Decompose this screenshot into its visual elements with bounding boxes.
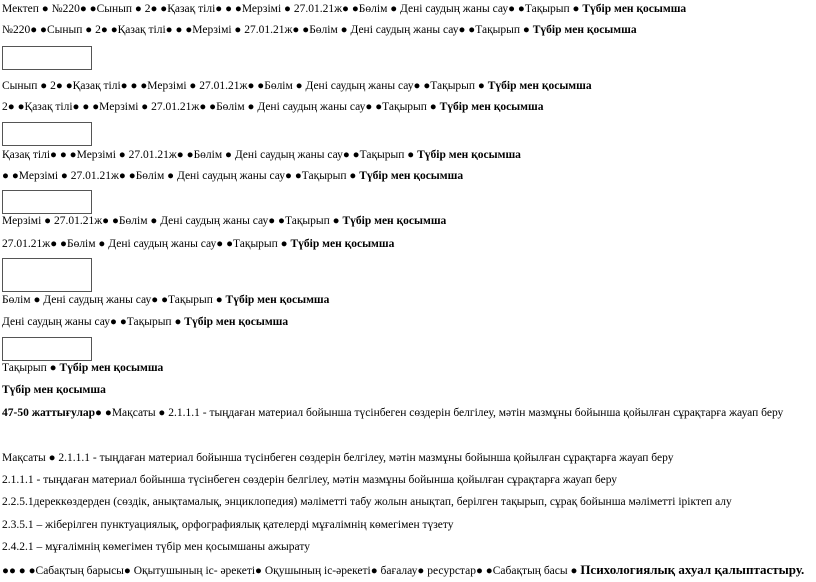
text-line-19: ●● ● ●Сабақтың барысы● Оқытушының іс- әрекеті● Оқушының іс-әрекеті● бағалау● ресурстар● ●Сабақтың басы ● Психологиялық ахуал қалыптастыру.: [2, 562, 805, 577]
text-line-10: Дені саудың жаны сау● ●Тақырып ● Түбір мен қосымша: [2, 316, 289, 328]
topic-text: Түбір мен қосымша: [532, 24, 637, 36]
text-line-8: 27.01.21ж● ●Бөлім ● Дені саудың жаны сау● ●Тақырып ● Түбір мен қосымша: [2, 238, 395, 250]
topic-text: Түбір мен қосымша: [184, 316, 289, 328]
text-line-6: ● ●Мерзімі ● 27.01.21ж● ●Бөлім ● Дені саудың жаны сау● ●Тақырып ● Түбір мен қосымша: [2, 170, 464, 182]
text-line-3: Сынып ● 2● ●Қазақ тілі● ● ●Мерзімі ● 27.01.21ж● ●Бөлім ● Дені саудың жаны сау● ●Тақырып ● Түбір мен қосымша: [2, 80, 592, 92]
text-line-11: Тақырып ● Түбір мен қосымша: [2, 362, 164, 374]
text-line-17: 2.3.5.1 – жіберілген пунктуациялық, орфографиялық қателерді мұғалімнің көмегімен түзету: [2, 519, 454, 531]
topic-text: Түбір мен қосымша: [359, 170, 464, 182]
text-line-9: Бөлім ● Дені саудың жаны сау● ●Тақырып ● Түбір мен қосымша: [2, 294, 330, 306]
topic-text: Түбір мен қосымша: [487, 80, 592, 92]
empty-box-3: [2, 190, 92, 214]
text-line-2: №220● ●Сынып ● 2● ●Қазақ тілі● ● ●Мерзімі ● 27.01.21ж● ●Бөлім ● Дені саудың жаны сау● ●Тақырып ● Түбір мен қосымша: [2, 24, 637, 36]
empty-box-4: [2, 258, 92, 292]
text-line-18: 2.4.2.1 – мұғалімнің көмегімен түбір мен қосымшаны ажырату: [2, 541, 310, 553]
topic-text: Түбір мен қосымша: [225, 294, 330, 306]
text-line-15: 2.1.1.1 - тыңдаған материал бойынша түсінбеген сөздерін белгілеу, мәтін мазмұны бойынша қойылған сұрақтарға жауап беру: [2, 474, 618, 486]
topic-text: Түбір мен қосымша: [417, 149, 521, 161]
topic-text: Түбір мен қосымша: [59, 362, 164, 374]
text-line-4: 2● ●Қазақ тілі● ● ●Мерзімі ● 27.01.21ж● ●Бөлім ● Дені саудың жаны сау● ●Тақырып ● Түбір мен қосымша: [2, 101, 544, 113]
topic-text: Түбір мен қосымша: [290, 238, 395, 250]
psych-heading: Психологиялық ахуал қалыптастыру.: [580, 562, 805, 577]
topic-text: Түбір мен қосымша: [439, 101, 544, 113]
text-line-1: Мектеп ● №220● ●Сынып ● 2● ●Қазақ тілі● ● ●Мерзімі ● 27.01.21ж● ●Бөлім ● Дені саудың жаны сау● ●Тақырып ● Түбір мен қосымша: [2, 3, 687, 15]
exercise-label: 47-50 жаттығулар●: [2, 407, 103, 419]
topic-text: Түбір мен қосымша: [342, 215, 447, 227]
empty-box-2: [2, 122, 92, 146]
topic-text: Түбір мен қосымша: [582, 3, 687, 15]
topic-heading: Түбір мен қосымша: [2, 384, 106, 396]
text-line-16: 2.2.5.1дереккөздерден (сөздік, анықтамалық, энциклопедия) мәліметті табу жолын анықтап, берілген тақырып, сұрақ бойынша мәліметті іріктеп алу: [2, 496, 732, 508]
text-line-5: Қазақ тілі● ● ●Мерзімі ● 27.01.21ж● ●Бөлім ● Дені саудың жаны сау● ●Тақырып ● Түбір мен қосымша: [2, 149, 521, 161]
empty-box-5: [2, 337, 92, 361]
text-line-13: 47-50 жаттығулар● ●Мақсаты ● 2.1.1.1 - тыңдаған материал бойынша түсінбеген сөздерін белгілеу, мәтін мазмұны бойынша қойылған сұрақтарға жауап беру: [2, 407, 784, 419]
text-line-7: Мерзімі ● 27.01.21ж● ●Бөлім ● Дені саудың жаны сау● ●Тақырып ● Түбір мен қосымша: [2, 215, 447, 227]
empty-box-1: [2, 46, 92, 70]
text-line-14: Мақсаты ● 2.1.1.1 - тыңдаған материал бойынша түсінбеген сөздерін белгілеу, мәтін мазмұны бойынша қойылған сұрақтарға жауап беру: [2, 452, 674, 464]
